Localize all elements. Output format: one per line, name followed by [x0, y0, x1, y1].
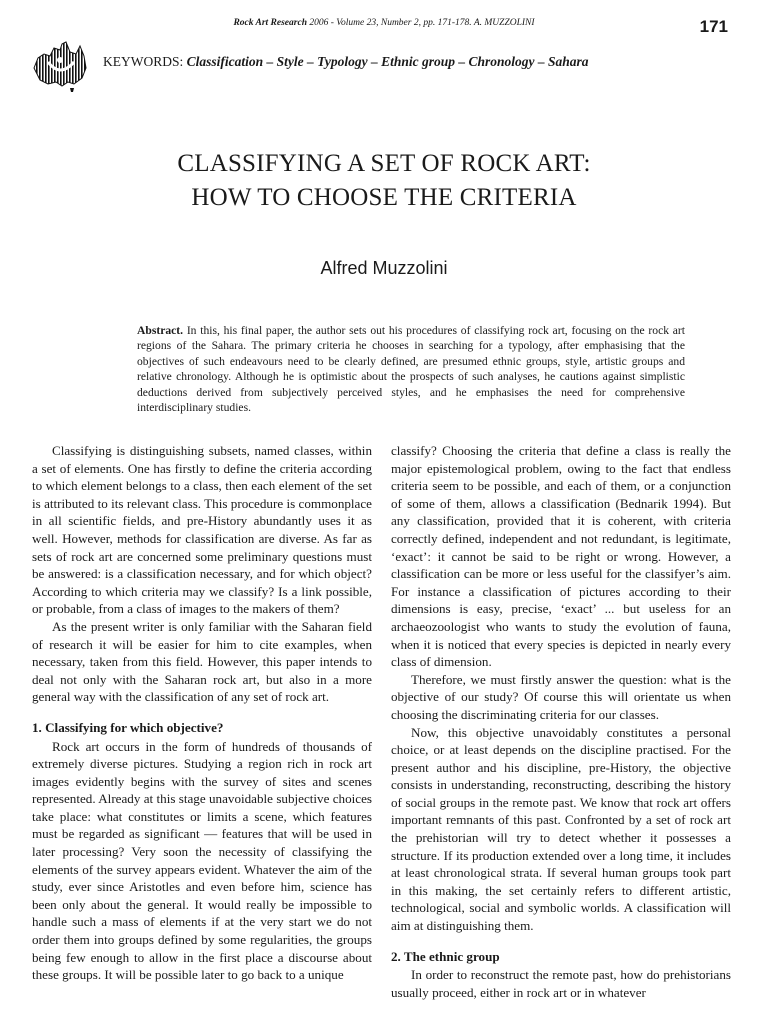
paper-title: [0, 147, 768, 215]
paragraph: classify? Choosing the criteria that define a class is really the major epistemological problem, owing to the fact that endless criteria seem to be possible, and each of them, or a conjunction of some of them, allows a classification (Bednarik 1994). But any classification, provided that it is coherent, with criteria correctly defined, independent and not redundant, is legitimate, ‘exact’: it cannot be said to be right or wrong. However, a classification can be more or less useful for the classifyer’s aim. For instance a classification of pictures according to their dimensions is easy, precise, ‘exact’ ... but useless for an archaeozoologist who wants to study the evolution of fauna, when it is noticed that every species is depicted in nearly every class of dimension.: [391, 443, 731, 670]
body-column-left: [32, 442, 372, 984]
running-head: [0, 18, 768, 28]
paragraph: Therefore, we must firstly answer the question: what is the objective of our study? Of course this will orientate us when choosing the discriminating criteria for our classes.: [391, 671, 731, 722]
abstract-label: Abstract.: [137, 324, 184, 337]
australia-map-logo-icon: [30, 38, 90, 94]
running-head-journal: Rock Art Research: [233, 18, 307, 28]
paragraph: In order to reconstruct the remote past, how do prehistorians usually proceed, either in rock art or in whatever: [391, 967, 731, 1000]
keywords-label: KEYWORDS:: [103, 54, 184, 69]
paragraph: Rock art occurs in the form of hundreds of thousands of extremely diverse pictures. Studying a region rich in rock art images evidently begins with the survey of sites and scenes represented. Already at this stage unavoidable subjective choices take place: what constitutes or limits a scene, which features must be regarded as significant — features that will be used in later processing? Very soon the necessity of classifying the elements of the survey appears evident. Whatever the aim of the study, ever since Aristotles and even before him, science has been only about the general. It would really be impossible to handle such a mass of elements if at the very start we do not order them into groups defined by some regularities, the groups being few enough to allow in the first place a discourse about these groups. It will be possible later to go back to a unique: [32, 738, 372, 983]
section-heading: 1. Classifying for which objective?: [32, 719, 224, 735]
paragraph: Now, this objective unavoidably constitutes a personal choice, or at least depends on the discipline practised. For the present author and his discipline, pre-History, the objective consists in understanding, reconstructing, describing the history of social groups in the remote past. We know that rock art offers important remnants of this past. Confronted by a set of rock art the prehistorian will try to detect whether it possesses a structure. If its production extended over a long time, it includes at least chronological strata. If several human groups took part in this making, the set certainly refers to different artistic, technological, social and symbolic worlds. A classification will aim at distinguishing them.: [391, 724, 731, 934]
body-column-right: [391, 442, 731, 1001]
author-name: Alfred Muzzolini: [320, 258, 448, 278]
running-head-details: 2006 - Volume 23, Number 2, pp. 171-178. A. MUZZOLINI: [309, 18, 535, 28]
section-heading: 2. The ethnic group: [391, 948, 500, 964]
keywords-list: Classification – Style – Typology – Ethnic group – Chronology – Sahara: [186, 54, 589, 69]
title-line-2: HOW TO CHOOSE THE CRITERIA: [191, 184, 577, 211]
paragraph: As the present writer is only familiar with the Saharan field of research it will be easier for him to cite examples, when necessary, taken from this field. However, this paper intends to deal not only with the Saharan rock art, but also in a more general way with the classification of any set of rock art.: [32, 618, 372, 705]
page-number: 171: [699, 17, 728, 36]
abstract-text: In this, his final paper, the author sets out his procedures of classifying rock art, focusing on the rock art regions of the Sahara. The primary criteria he chooses in searching for a typology, after emphasising that the objectives of such endeavours need to be clearly defined, are presumed ethnic groups, style, artistic groups and relative chronology. Although he is optimistic about the prospects of such analyses, he cautions against simplistic deductions derived from subjectively perceived styles, and he emphasises the need for comprehensive interdisciplinary studies.: [137, 324, 685, 415]
paragraph: Classifying is distinguishing subsets, named classes, within a set of elements. One has firstly to define the criteria according to which element belongs to a class, then each element of the set is attributed to its relevant class. This procedure is commonplace in all scientific fields, and pre-History abundantly uses it as well. However, methods for classification are diverse. As far as sets of rock art are concerned some preliminary questions must be answered: is a classification necessary, and for which object? According to which criteria may we classify? Is a link possible, or probable, from a class of images to the makers of them?: [32, 443, 372, 617]
title-line-1: CLASSIFYING A SET OF ROCK ART:: [177, 150, 591, 177]
abstract: [137, 323, 685, 415]
keywords-line: [103, 54, 589, 70]
